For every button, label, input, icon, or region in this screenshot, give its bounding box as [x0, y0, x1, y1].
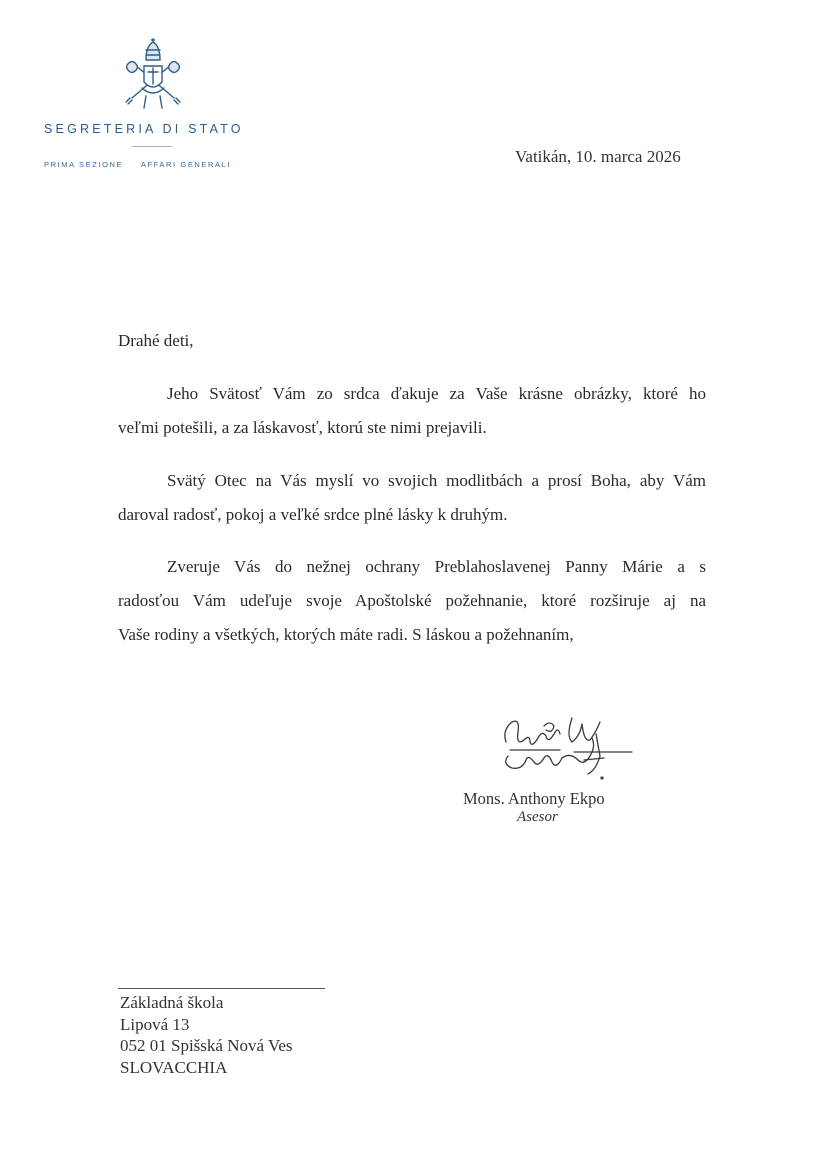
letter-date: Vatikán, 10. marca 2026 — [515, 147, 681, 166]
body-paragraph — [118, 464, 706, 532]
paragraph-line: Zveruje Vás do nežnej ochrany Preblahoslavenej Panny Márie a s — [167, 557, 706, 576]
papal-crest-icon — [122, 38, 184, 110]
body-paragraph — [118, 377, 706, 445]
section-department: AFFARI GENERALI — [140, 160, 232, 169]
paragraph-line: daroval radosť, pokoj a veľké srdce plné lásky k druhým. — [118, 505, 508, 524]
salutation: Drahé deti, — [118, 331, 194, 350]
address-line: SLOVACCHIA — [120, 1057, 228, 1077]
organization-name: SEGRETERIA DI STATO — [44, 122, 244, 136]
address-line: 052 01 Spišská Nová Ves — [120, 1036, 293, 1055]
body-paragraph — [118, 550, 706, 652]
paragraph-line: Vaše rodiny a všetkých, ktorých máte radi. S láskou a požehnaním, — [118, 625, 574, 644]
address-line: Lipová 13 — [120, 1014, 190, 1034]
paragraph-line: veľmi potešili, a za láskavosť, ktorú ste nimi prejavili. — [118, 418, 487, 437]
paragraph-line: Jeho Svätosť Vám zo srdca ďakuje za Vaše krásne obrázky, ktoré ho — [167, 384, 706, 403]
organization-section — [44, 160, 284, 169]
handwritten-signature-icon — [500, 712, 635, 784]
recipient-address — [120, 992, 293, 1078]
signatory-title: Asesor — [517, 809, 558, 825]
paragraph-line: radosťou Vám udeľuje svoje Apoštolské požehnanie, ktoré rozširuje aj na — [118, 591, 706, 610]
signatory-name: Mons. Anthony Ekpo — [463, 789, 605, 808]
paragraph-line: Svätý Otec na Vás myslí vo svojich modlitbách a prosí Boha, aby Vám — [167, 471, 706, 490]
address-divider — [118, 988, 325, 989]
section-name: PRIMA SEZIONE — [44, 160, 124, 169]
address-line: Základná škola — [120, 993, 224, 1012]
letterhead-divider — [132, 146, 172, 147]
